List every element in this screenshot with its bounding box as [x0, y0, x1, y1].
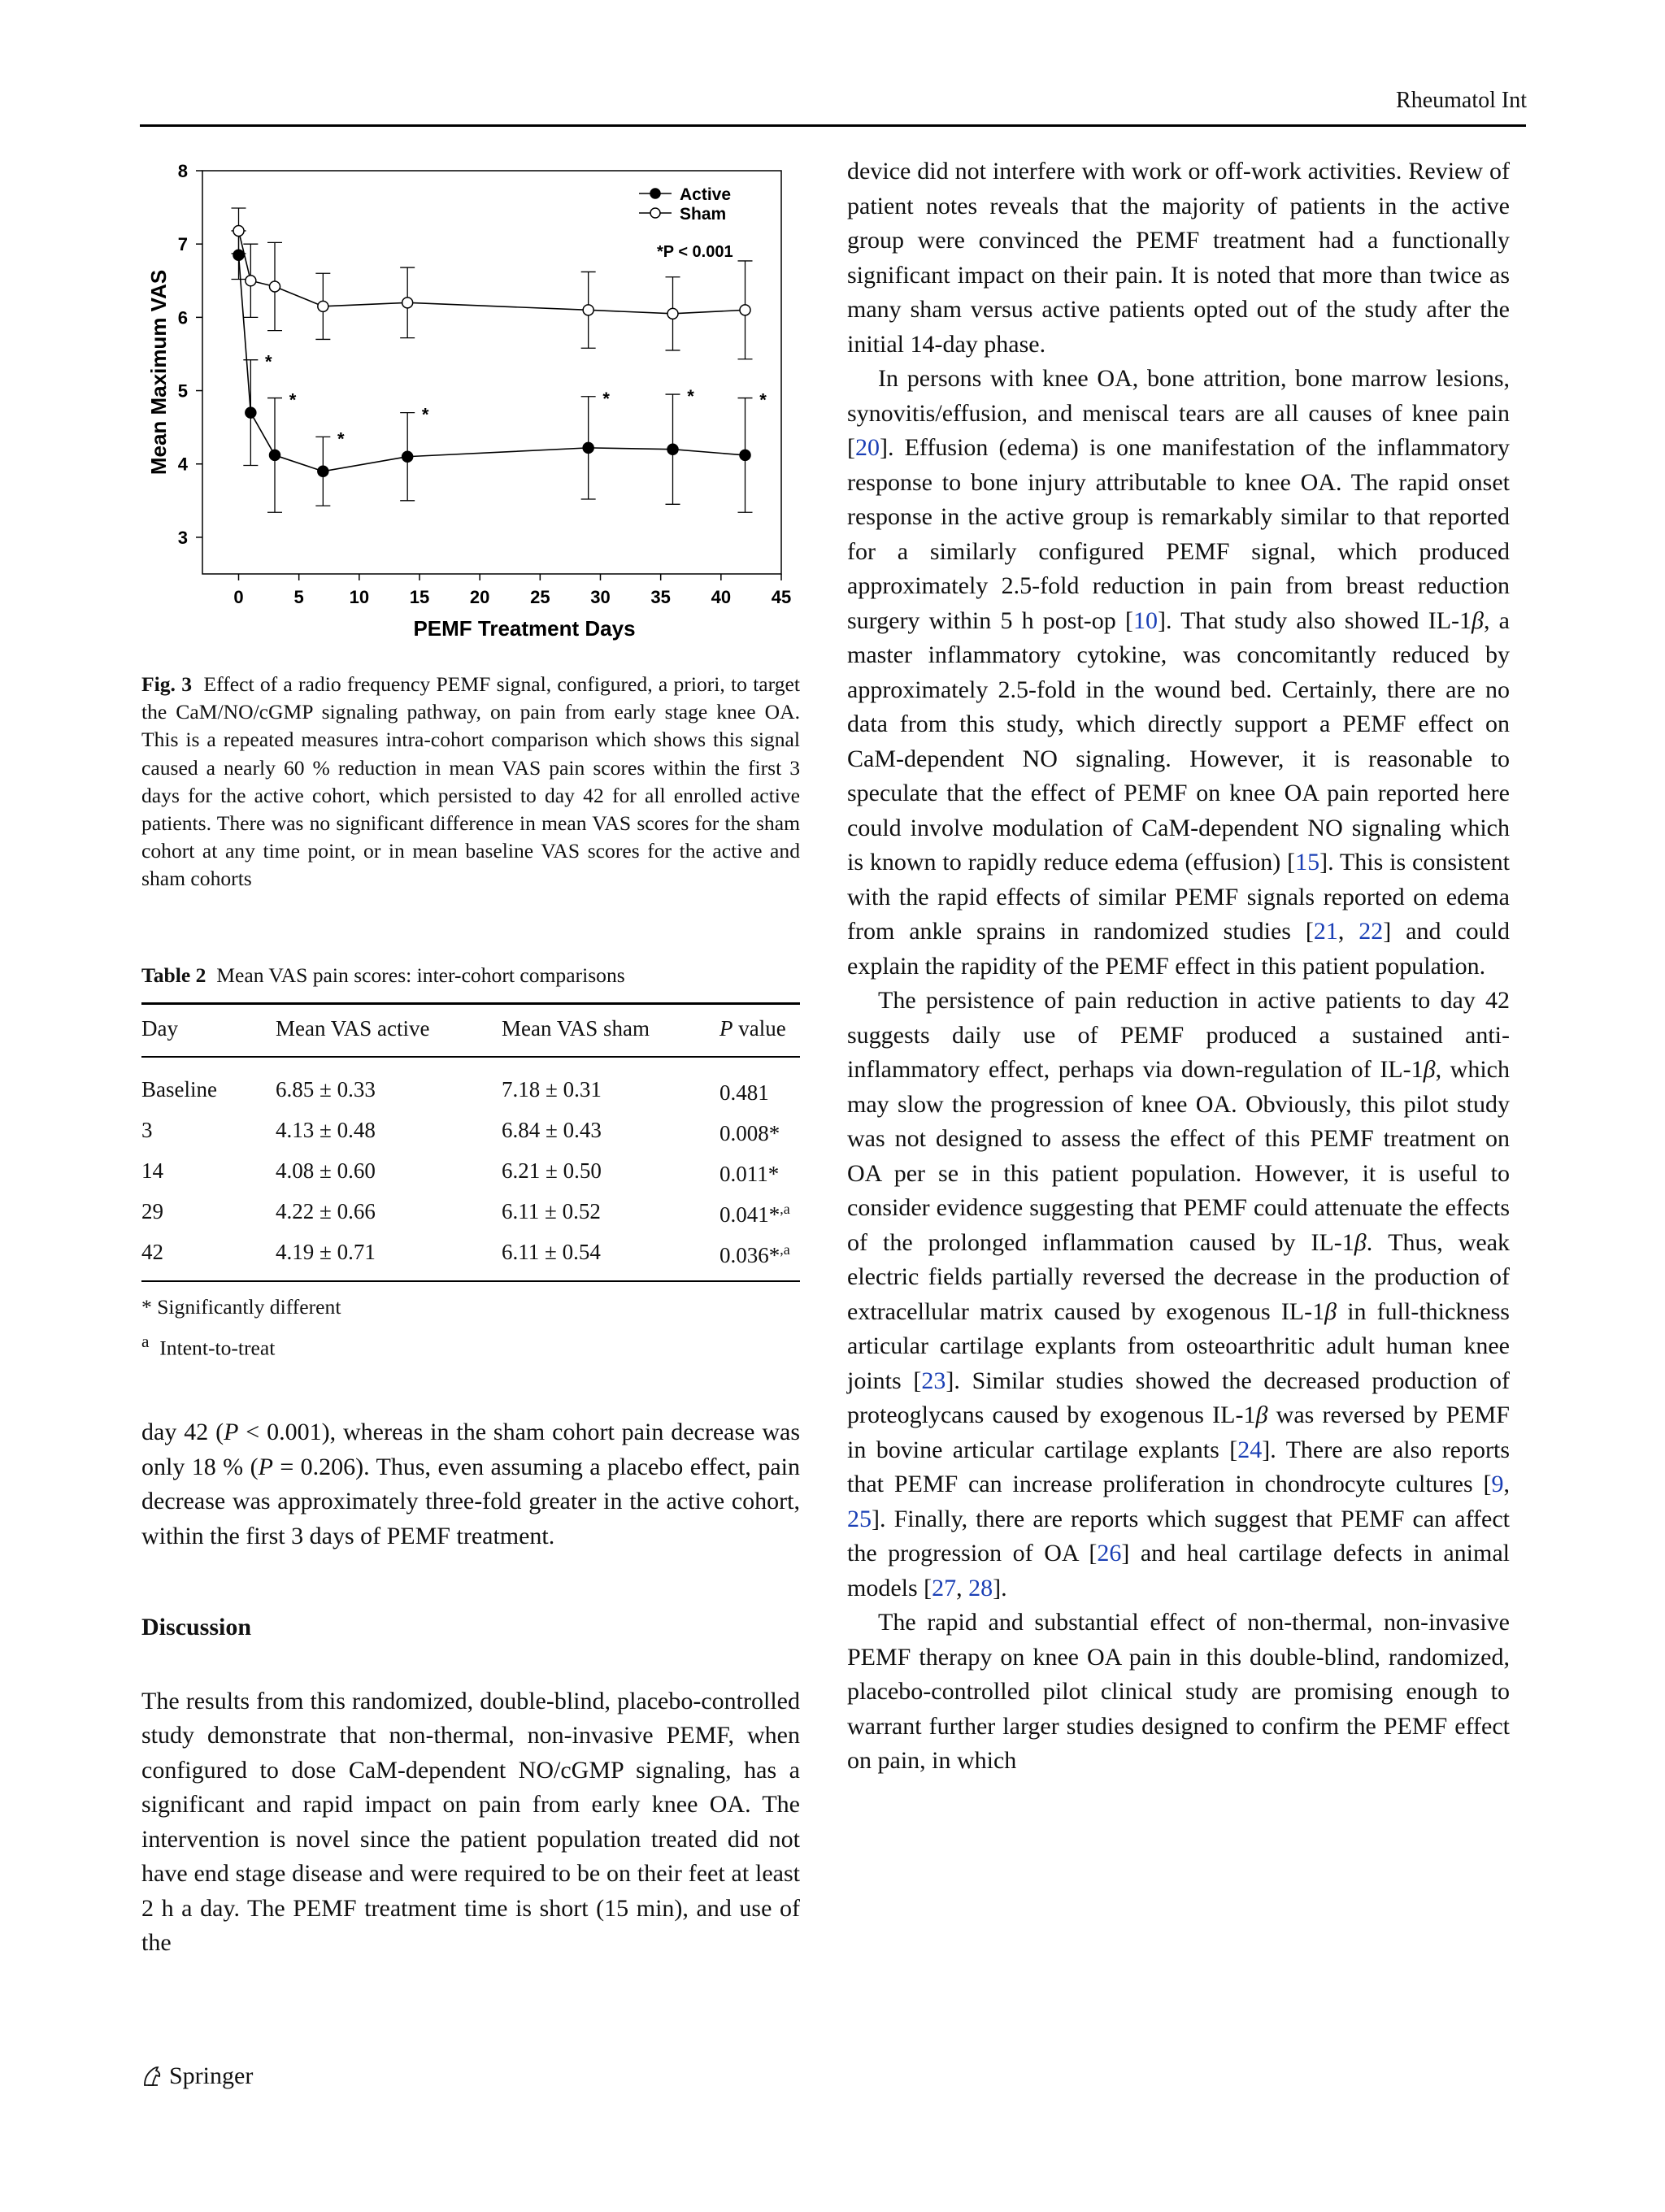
- y-tick-label: 8: [177, 161, 188, 181]
- left-column: [141, 154, 800, 1961]
- chart-annotation: *P < 0.001: [657, 243, 733, 261]
- table-header-sham: Mean VAS sham: [502, 1015, 650, 1041]
- legend-entry: Active: [680, 185, 732, 204]
- table-header-active: Mean VAS active: [276, 1015, 430, 1041]
- header-rule: [140, 124, 1526, 127]
- legend-marker: [650, 208, 660, 218]
- table-header-day: Day: [141, 1015, 178, 1041]
- discussion-paragraph-5: The rapid and substantial effect of non-thermal, non-invasive PEMF therapy on knee OA pain in this double-blind, randomized, placebo-controlled pilot clinical study are promising enough to warrant further larger studies designed to confirm the PEMF effect on pain, in which: [847, 1609, 1510, 1774]
- publisher-name: Springer: [169, 2062, 254, 2089]
- y-tick-label: 6: [177, 307, 188, 328]
- ref-link[interactable]: 25: [847, 1505, 872, 1532]
- plot-frame: [202, 171, 781, 574]
- y-tick-label: 5: [177, 380, 188, 402]
- table-footnotes: [141, 1290, 800, 1366]
- cell-active: 6.85 ± 0.33: [276, 1077, 376, 1102]
- active-point: [667, 444, 678, 454]
- cell-active: 4.08 ± 0.60: [276, 1158, 376, 1184]
- cell-sham: 6.11 ± 0.52: [502, 1199, 601, 1224]
- active-point: [402, 451, 413, 462]
- figure-caption: [141, 671, 800, 893]
- significance-star: *: [265, 351, 272, 372]
- ref-link[interactable]: 21: [1313, 918, 1338, 945]
- sham-point: [233, 225, 244, 236]
- footnote-itt: $^a$ Intent-to-treat: [141, 1331, 276, 1360]
- cell-active: 4.13 ± 0.48: [276, 1118, 376, 1143]
- y-axis-label: Mean Maximum VAS: [146, 269, 171, 476]
- cell-pvalue: 0.011*: [719, 1161, 780, 1186]
- discussion-paragraph-1: The results from this randomized, double-blind, placebo-controlled study demonstrate that non-thermal, non-invasive PEMF, when configured to dose CaM-dependent NO/cGMP signaling, has a significant and rapid impact on pain from early knee OA. The intervention is novel since the patient population treated did not have end stage disease and were required to be on their feet at least 2 h a day. The PEMF treatment time is short (15 min), and use of the: [141, 1687, 800, 1957]
- footer: [140, 2062, 253, 2090]
- discussion-heading: Discussion: [141, 1614, 252, 1641]
- x-axis-label: PEMF Treatment Days: [413, 616, 636, 641]
- results-continuation: day 42 (P < 0.001), whereas in the sham cohort pain decrease was only 18 % (P = 0.206). Thus, even assuming a placebo effect, pain decrease was approximately three-fold greater in the active cohort, within the first 3 days of PEMF treatment.: [141, 1419, 800, 1549]
- legend-marker: [650, 189, 660, 198]
- cell-sham: 6.84 ± 0.43: [502, 1118, 602, 1143]
- table-title: [141, 963, 800, 988]
- sham-point: [583, 305, 593, 315]
- sham-point: [246, 276, 256, 286]
- significance-star: *: [687, 386, 694, 407]
- sham-point: [270, 281, 280, 292]
- cell-sham: 7.18 ± 0.31: [502, 1077, 602, 1102]
- active-point: [740, 450, 750, 460]
- ref-link[interactable]: 27: [932, 1574, 957, 1601]
- figure-caption-label: Fig. 3: [141, 672, 192, 696]
- vas-line-chart: [141, 154, 800, 667]
- cell-pvalue: 0.481: [719, 1080, 769, 1105]
- active-series-line: [239, 255, 746, 472]
- x-tick-label: 40: [711, 587, 732, 607]
- ref-link[interactable]: 26: [1097, 1540, 1122, 1567]
- cell-pvalue: 0.008*: [719, 1120, 780, 1145]
- y-tick-label: 4: [177, 454, 188, 475]
- cell-day: 29: [141, 1199, 163, 1224]
- sham-point: [402, 298, 413, 308]
- table-2: [141, 963, 800, 1366]
- ref-link[interactable]: 20: [855, 434, 880, 461]
- x-tick-label: 45: [771, 587, 792, 607]
- table-header-pvalue: P value: [719, 1015, 786, 1041]
- y-tick-label: 7: [177, 234, 188, 255]
- active-point: [583, 442, 593, 453]
- figure-caption-text: Effect of a radio frequency PEMF signal, configured, a priori, to target the CaM/NO/cGMP signaling pathway, on pain from early stage knee OA. This is a repeated measures intra-cohort comparison which shows this signal caused a nearly 60 % reduction in mean VAS pain scores within the first 3 days for the active cohort, which persisted to day 42 for all enrolled active patients. There was no significant difference in mean VAS scores for the sham cohort at any time point, or in mean baseline VAS scores for the active and sham cohorts: [141, 672, 800, 891]
- x-tick-label: 35: [650, 587, 671, 607]
- discussion-paragraph-3: In persons with knee OA, bone attrition, bone marrow lesions, synovitis/effusion, and meniscal tears are all causes of knee pain [20]. Effusion (edema) is one manifestation of the inflammatory response to bone injury attributable to knee OA. The rapid onset response in the active group is remarkably similar to that reported for a similarly configured PEMF signal, which produced approximately 2.5-fold reduction in pain from breast reduction surgery within 5 h post-op [10]. That study also showed IL-1β, a master inflammatory cytokine, was concomitantly reduced by approximately 2.5-fold in the wound bed. Certainly, there are no data from this study, which directly support a PEMF effect on CaM-dependent NO signaling. However, it is reasonable to speculate that the effect of PEMF on knee OA pain reported here could involve modulation of CaM-dependent NO signaling which is known to rapidly reduce edema (effusion) [15]. This is consistent with the rapid effects of similar PEMF signals reported on edema from ankle sprains in randomized studies [21, 22] and could explain the rapidity of the PEMF effect in this patient population.: [847, 365, 1511, 980]
- cell-active: 4.19 ± 0.71: [276, 1240, 376, 1265]
- cell-pvalue-note: ,a: [780, 1200, 790, 1217]
- x-tick-label: 5: [293, 587, 304, 607]
- significance-star: *: [759, 389, 767, 411]
- sham-point: [318, 301, 328, 311]
- table-row: [141, 1057, 800, 1110]
- y-tick-label: 3: [177, 527, 188, 548]
- discussion-paragraph-2: device did not interfere with work or off-work activities. Review of patient notes reveals that the majority of patients in the active group were convinced the PEMF treatment had a functionally significant impact on their pain. It is noted that more than twice as many sham versus active patients opted out of the study after the initial 14-day phase.: [847, 158, 1510, 358]
- vas-table: [141, 1002, 800, 1282]
- cell-pvalue: 0.041*$^{,a}$: [719, 1200, 790, 1227]
- table-header-row: [141, 1003, 800, 1057]
- x-tick-label: 15: [409, 587, 430, 607]
- ref-link[interactable]: 10: [1132, 606, 1158, 634]
- significance-star: *: [289, 389, 297, 411]
- cell-day: 14: [141, 1158, 163, 1184]
- x-tick-label: 0: [233, 587, 244, 607]
- springer-horse-icon: [140, 2064, 164, 2088]
- sham-point: [740, 305, 750, 315]
- cell-day: 3: [141, 1118, 153, 1143]
- x-tick-label: 10: [349, 587, 370, 607]
- significance-star: *: [421, 404, 429, 425]
- legend-entry: Sham: [680, 205, 727, 224]
- right-column: [847, 154, 1510, 1779]
- footnote-significant: * Significantly different: [141, 1294, 341, 1319]
- active-point: [318, 466, 328, 476]
- significance-star: *: [602, 388, 610, 409]
- cell-pvalue-note: ,a: [780, 1241, 790, 1258]
- cell-sham: 6.11 ± 0.54: [502, 1240, 601, 1265]
- table-label: Table 2: [141, 963, 206, 987]
- active-point: [270, 450, 280, 460]
- x-tick-label: 20: [469, 587, 490, 607]
- active-point: [246, 407, 256, 418]
- x-tick-label: 25: [530, 587, 550, 607]
- table-row: [141, 1232, 800, 1281]
- sham-point: [667, 308, 678, 319]
- cell-day: Baseline: [141, 1077, 217, 1102]
- table-title-text: Mean VAS pain scores: inter-cohort comparisons: [216, 963, 625, 987]
- discussion-paragraph-4: The persistence of pain reduction in active patients to day 42 suggests daily use of PEMF produced a sustained anti-inflammatory effect, perhaps via down-regulation of IL-1β, which may slow the progression of knee OA. Obviously, this pilot study was not designed to assess the effect of this PEMF treatment on OA per se in this patient population. However, it is useful to consider evidence suggesting that PEMF could attenuate the effects of the prolonged inflammation caused by IL-1β. Thus, weak electric fields partially reversed the decrease in the production of extracellular matrix caused by exogenous IL-1β in full-thickness articular cartilage explants from osteoarthritic adult human knee joints [23]. Similar studies showed the decreased production of proteoglycans caused by exogenous IL-1β was reversed by PEMF in bovine articular cartilage explants [24]. There are also reports that PEMF can increase proliferation in chondrocyte cultures [9, 25]. Finally, there are reports which suggest that PEMF can affect the progression of OA [26] and heal cartilage defects in animal models [27, 28].: [847, 987, 1511, 1601]
- table-row: [141, 1192, 800, 1232]
- cell-sham: 6.21 ± 0.50: [502, 1158, 602, 1184]
- ref-link[interactable]: 28: [968, 1574, 993, 1601]
- cell-active: 4.22 ± 0.66: [276, 1199, 376, 1224]
- ref-link[interactable]: 24: [1237, 1436, 1263, 1463]
- left-body-text: [141, 1415, 800, 1961]
- running-header-journal: Rheumatol Int: [1396, 88, 1527, 113]
- ref-link[interactable]: 15: [1295, 849, 1320, 876]
- ref-link[interactable]: 9: [1491, 1471, 1504, 1497]
- table-row: [141, 1110, 800, 1151]
- cell-pvalue: 0.036*$^{,a}$: [719, 1241, 790, 1267]
- figure-3: [141, 154, 800, 667]
- x-tick-label: 30: [590, 587, 611, 607]
- table-row: [141, 1151, 800, 1192]
- ref-link[interactable]: 22: [1359, 918, 1384, 945]
- cell-day: 42: [141, 1240, 163, 1265]
- ref-link[interactable]: 23: [921, 1367, 946, 1394]
- significance-star: *: [337, 428, 345, 450]
